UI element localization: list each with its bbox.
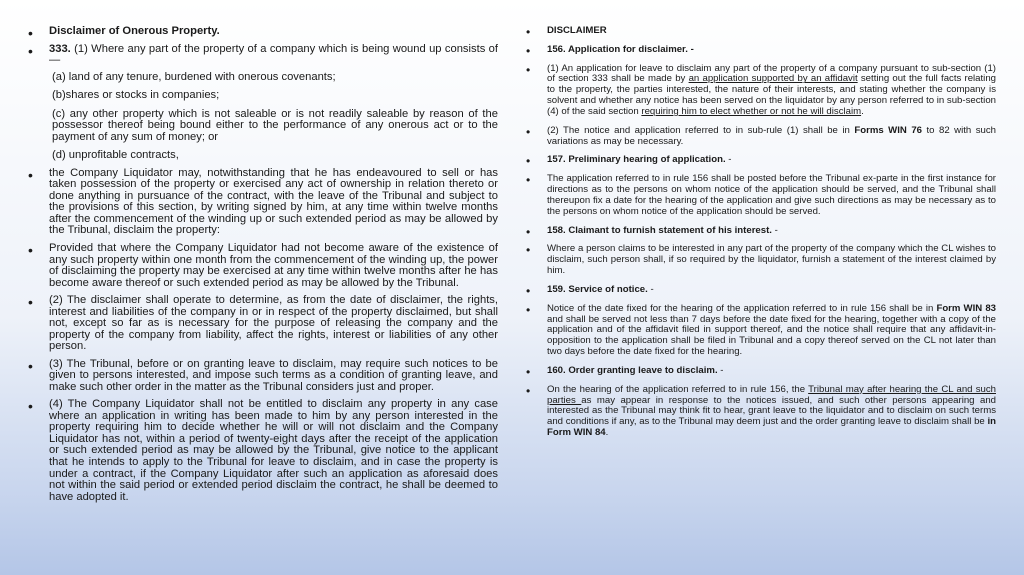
- rule-160-text: On the hearing of the application referred to in rule 156, the: [547, 383, 809, 395]
- list-item: • (2) The notice and application referred to in sub-rule (1) shall be in Forms WIN 76 to 82 with such variations as may be necessary.: [526, 126, 996, 148]
- list-item: [526, 174, 996, 217]
- list-item: [28, 243, 498, 289]
- list-item: [526, 45, 996, 56]
- rule-159-text: Notice of the date fixed for the hearing of the application referred to in rule 156 shall be in: [547, 302, 937, 314]
- paragraph-3: (3) The Tribunal, before or on granting leave to disclaim, may require such notices to be given to persons interested, and impose such terms as a condition of granting leave, and make such other order in the matter as the Tribunal considers just and proper.: [49, 357, 498, 393]
- list-item: [28, 295, 498, 353]
- left-bullet-list: [28, 26, 498, 503]
- list-item: [28, 44, 498, 162]
- underlined-phrase: Tribunal may after hearing the CL and such parties: [547, 383, 996, 406]
- right-bullet-list: [526, 26, 996, 439]
- form-reference: Form WIN 83: [936, 302, 996, 314]
- list-item: [28, 359, 498, 394]
- rule-156-p1-text: setting out the full facts relating to the property, the parties interested, the nature of their interests, and stating whether the company is solvent and whether any notice has been served on the liquidator by any person referred to in sub-section (4) of the said section: [547, 73, 996, 117]
- sub-clause-b: (b)shares or stocks in companies;: [52, 89, 220, 102]
- rule-157-title: 157. Preliminary hearing of application.: [547, 154, 726, 166]
- paragraph-4: (4) The Company Liquidator shall not be entitled to disclaim any property in any case where an application in writing has been made to him by any person interested in the property requiring him to decide whether he will or will not disclaim and the Company Liquidator has not, within a period of twenty-eight days after the receipt of the application or such extended period as may be allowed by the Tribunal, give notice to the applicant that he intends to apply to the Tribunal for leave to disclaim, and in case the property is under a contract, if the Company Liquidator after such an application as aforesaid does not within the said period or extended period disclaim the contract, he shall be deemed to have adopted it.: [49, 398, 498, 503]
- rule-157-text: The application referred to in rule 156 shall be posted before the Tribunal ex-parte in the first instance for directions as to the persons on whom notice of the application should be served, and the Tribunal shall thereupon fix a date for the hearing of the application and give such directions as may be necessary as to the persons on whom notice of the application should be served.: [547, 173, 996, 217]
- list-item: • 160. Order granting leave to disclaim. -: [526, 366, 996, 377]
- section-title: Disclaimer of Onerous Property.: [49, 25, 220, 37]
- form-reference: Forms WIN 76: [854, 124, 922, 136]
- sub-clauses: [52, 72, 498, 162]
- rule-160-title: 160. Order granting leave to disclaim.: [547, 364, 718, 376]
- left-column: [28, 26, 498, 509]
- right-column: [526, 26, 996, 447]
- list-item: [28, 26, 498, 38]
- section-text: (1) Where any part of the property of a company which is being wound up consists of—: [49, 42, 498, 67]
- form-reference: in Form WIN 84: [547, 416, 996, 439]
- paragraph-2: (2) The disclaimer shall operate to determine, as from the date of disclaimer, the rights, interest and liabilities of the company in or in respect of the property disclaimed, but shall not, except so far as is necessary for the purpose of releasing the company and the property of the company from liability, affect the rights, interest or liabilities of any other person.: [49, 294, 498, 353]
- list-item: • On the hearing of the application referred to in rule 156, the Tribunal may after hearing the CL and such parties as may appear in response to the notices issued, and such other persons appearing and interested as the Tribunal may think fit to hear, grant leave to the liquidator and to disclaim on such terms and conditions if any, as to the Tribunal may deem just and the order granting leave to disclaim shall be in Form WIN 84.: [526, 385, 996, 439]
- rule-158-title: 158. Claimant to furnish statement of his interest.: [547, 224, 772, 236]
- sub-clause-a: (a) land of any tenure, burdened with onerous covenants;: [52, 70, 336, 83]
- list-item: • 157. Preliminary hearing of application. -: [526, 155, 996, 166]
- paragraph-liquidator: the Company Liquidator may, notwithstanding that he has endeavoured to sell or has taken possession of the property or exercised any act of ownership in relation thereto or done anything in pursuance of the contract, with the leave of the Tribunal and subject to the provisions of this section, by writing signed by him, at any time within twelve months after the commencement of the winding up or such extended period as may be allowed by the Tribunal, disclaim the property:: [49, 166, 498, 237]
- list-item: [28, 168, 498, 237]
- rule-156-p1-text: (1) An application for leave to disclaim any part of the property of a company pursuant to sub-section (1) of section 333 shall be made by: [547, 62, 996, 85]
- heading-disclaimer: DISCLAIMER: [547, 25, 607, 36]
- list-item: [28, 399, 498, 503]
- section-number: 333.: [49, 42, 71, 55]
- sub-clause-c: (c) any other property which is not saleable or is not readily saleable by reason of the possessor thereof being bound either to the performance of any onerous act or to the payment of any sum of money; or: [52, 107, 498, 143]
- list-item: • Notice of the date fixed for the hearing of the application referred to in rule 156 shall be in Form WIN 83 and shall be served not less than 7 days before the date fixed for the hearing, together with a copy of the application and of the affidavit filed in support thereof, and the notice shall require that any affidavit-in-opposition to the application shall be filed in Tribunal and a copy thereof served on the CL not later than two days before the date fixed for the hearing.: [526, 304, 996, 358]
- rule-156-title: 156. Application for disclaimer. -: [547, 43, 694, 55]
- list-item: • 158. Claimant to furnish statement of his interest. -: [526, 226, 996, 237]
- list-item: [526, 26, 996, 37]
- underlined-phrase: requiring him to elect whether or not he will disclaim: [641, 105, 862, 117]
- paragraph-proviso: Provided that where the Company Liquidator had not become aware of the existence of any such property within one month from the commencement of the winding up, the power of disclaiming the property may be exercised at any time within twelve months after he has become aware thereof or such extended period as may be allowed by the Tribunal.: [49, 241, 498, 289]
- rule-156-p2-text: (2) The notice and application referred to in sub-rule (1) shall be in: [547, 124, 855, 136]
- list-item: • 159. Service of notice. -: [526, 285, 996, 296]
- sub-clause-d: (d) unprofitable contracts,: [52, 149, 179, 162]
- underlined-phrase: an application supported by an affidavit: [688, 73, 858, 85]
- rule-158-text: Where a person claims to be interested in any part of the property of the company which the CL wishes to disclaim, such person shall, if so required by the liquidator, furnish a statement of the interest claimed by him.: [547, 243, 996, 277]
- list-item: [526, 244, 996, 276]
- list-item: • (1) An application for leave to disclaim any part of the property of a company pursuant to sub-section (1) of section 333 shall be made by an application supported by an affidavit setting out the full facts relating to the property, the parties interested, the nature of their interests, and stating whether the company is solvent and whether any notice has been served on the liquidator by any person referred to in sub-section (4) of the said section requiring him to elect whether or not he will disclaim.: [526, 64, 996, 118]
- rule-159-title: 159. Service of notice.: [547, 283, 648, 295]
